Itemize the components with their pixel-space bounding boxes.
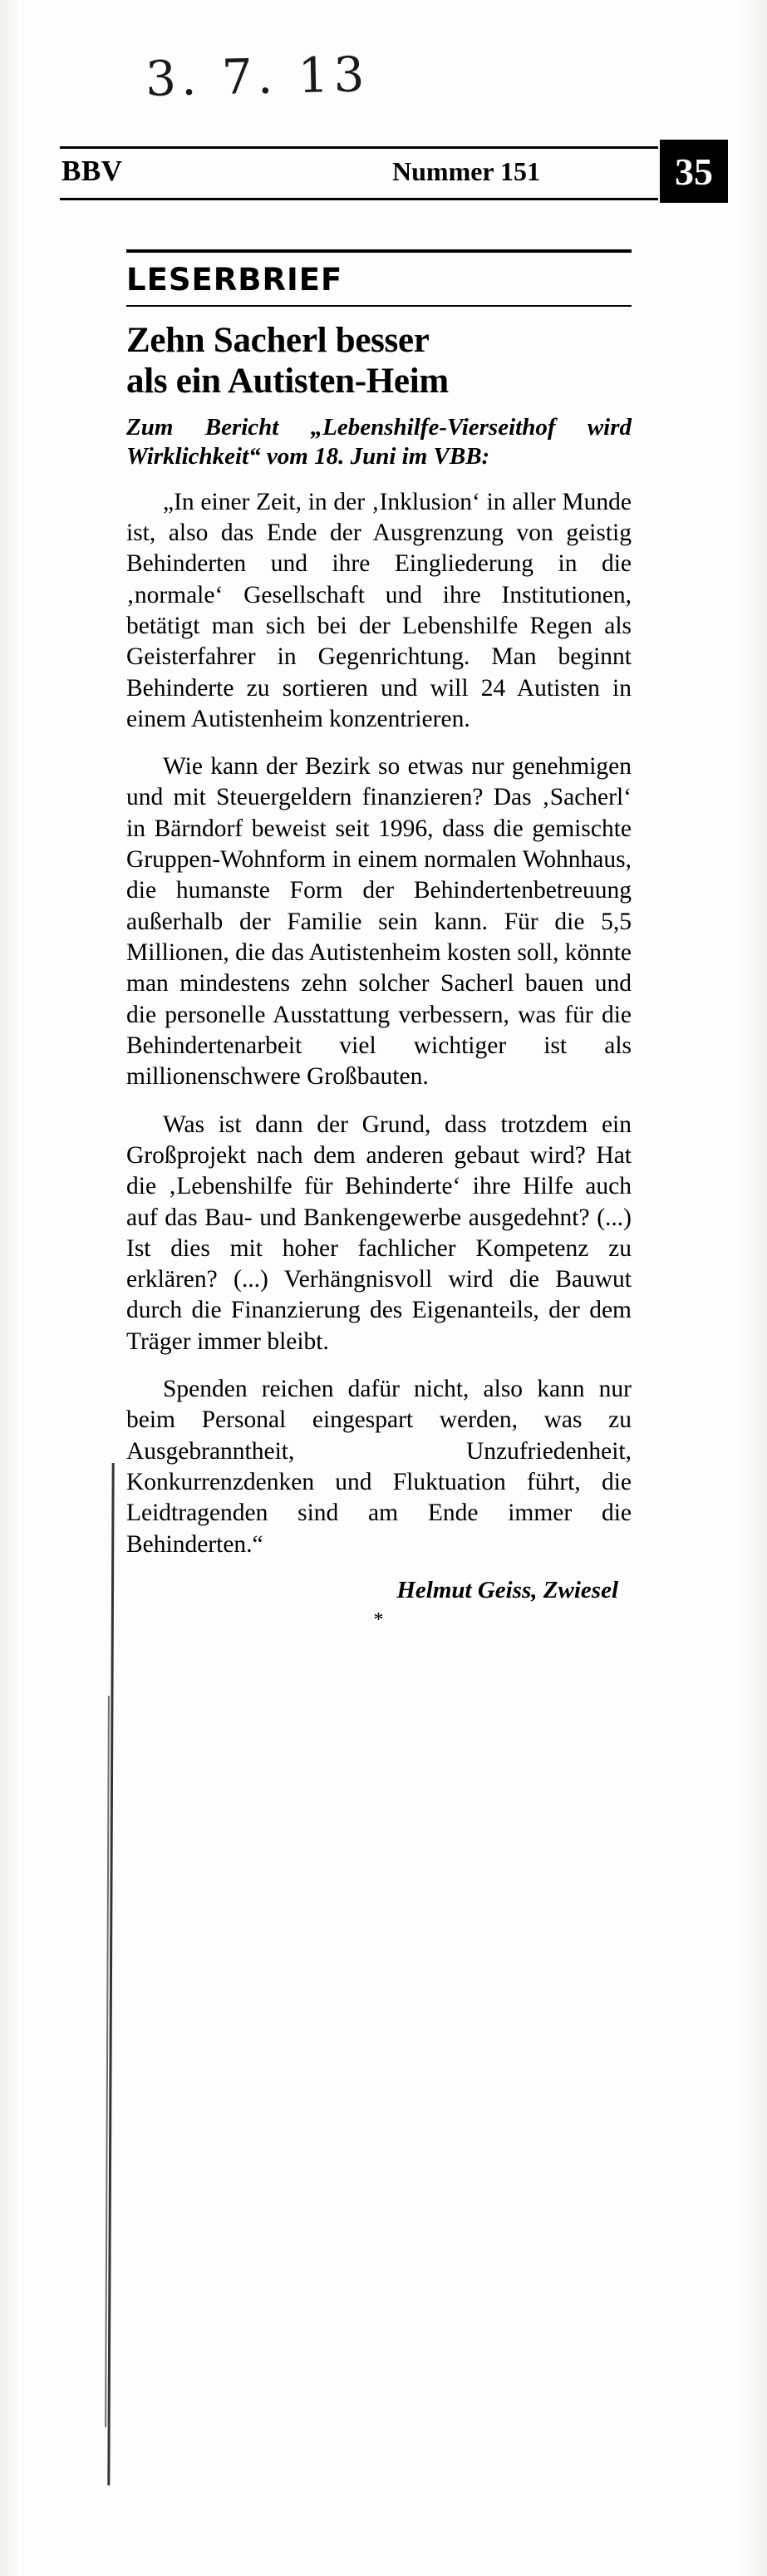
masthead — [60, 146, 716, 201]
page-number-badge: 35 — [660, 140, 728, 203]
masthead-rule-top — [60, 146, 658, 149]
article-kicker: LESERBRIEF — [126, 262, 343, 298]
margin-pen-line — [107, 1463, 114, 2485]
article-top-rule — [126, 249, 632, 253]
article-paragraph: Spenden reichen dafür nicht, also kann nur beim Personal eingespart werden, was zu Ausgebranntheit, Unzufriedenheit, Konkurrenzdenken und Fluktuation führt, die Leidtragenden sind am Ende immer die Behinderten.“ — [126, 1376, 632, 1558]
issue-number: Nummer 151 — [392, 156, 541, 186]
publication-name: BBV — [61, 155, 123, 187]
headline-line-1: Zehn Sacherl besser — [126, 320, 430, 360]
handwritten-date-annotation: 3. 7. 13 — [145, 46, 371, 107]
headline-line-2: als ein Autisten-Heim — [126, 361, 449, 401]
kicker-rule — [126, 305, 632, 307]
scan-edge-left — [0, 0, 22, 2576]
scan-edge-right — [734, 0, 767, 2576]
article-paragraph: „In einer Zeit, in der ‚Inklusion‘ in aller Munde ist, also das Ende der Ausgrenzung von geistig Behinderten und ihre Eingliederung in die ‚normale‘ Gesellschaft und ihre Institutionen, betätigt man sich bei der Lebenshilfe Regen als Geisterfahrer in Gegenrichtung. Man beginnt Behinderte zu sortieren und will 24 Autisten in einem Autistenheim konzentrieren. — [126, 488, 632, 732]
article-end-mark: * — [373, 1608, 385, 1631]
masthead-rule-bottom — [60, 198, 658, 200]
article-standfirst: Zum Bericht „Lebenshilfe-Vierseithof wird Wirklichkeit“ vom 18. Juni im VBB: — [126, 413, 632, 470]
article-headline — [126, 320, 632, 401]
author-signature: Helmut Geiss, Zwiesel — [396, 1576, 618, 1603]
article-paragraph: Wie kann der Bezirk so etwas nur genehmigen und mit Steuergeldern finanzieren? Das ‚Sacherl‘ in Bärndorf beweist seit 1996, dass die gemischte Gruppen-Wohnform in einem normalen Wohnhaus, die humanste Form der Behindertenbetreuung außerhalb der Familie sein kann. Für die 5,5 Millionen, die das Autistenheim kosten soll, könnte man mindestens zehn solcher Sacherl bauen und die personelle Ausstattung verbessern, was für die Behindertenarbeit viel wichtiger ist als millionenschwere Großbauten. — [126, 753, 632, 1091]
article-paragraph: Was ist dann der Grund, dass trotzdem ein Großprojekt nach dem anderen gebaut wird? Hat die ‚Lebenshilfe für Behinderte‘ ihre Hilfe auch auf das Bau- und Bankengewerbe ausgedehnt? (...) Ist dies mit hoher fachlicher Kompetenz zu erklären? (...) Verhängnisvoll wird die Bauwut durch die Finanzierung des Eigenanteils, der dem Träger immer bleibt. — [126, 1111, 632, 1355]
letter-to-editor-article — [126, 249, 632, 1632]
